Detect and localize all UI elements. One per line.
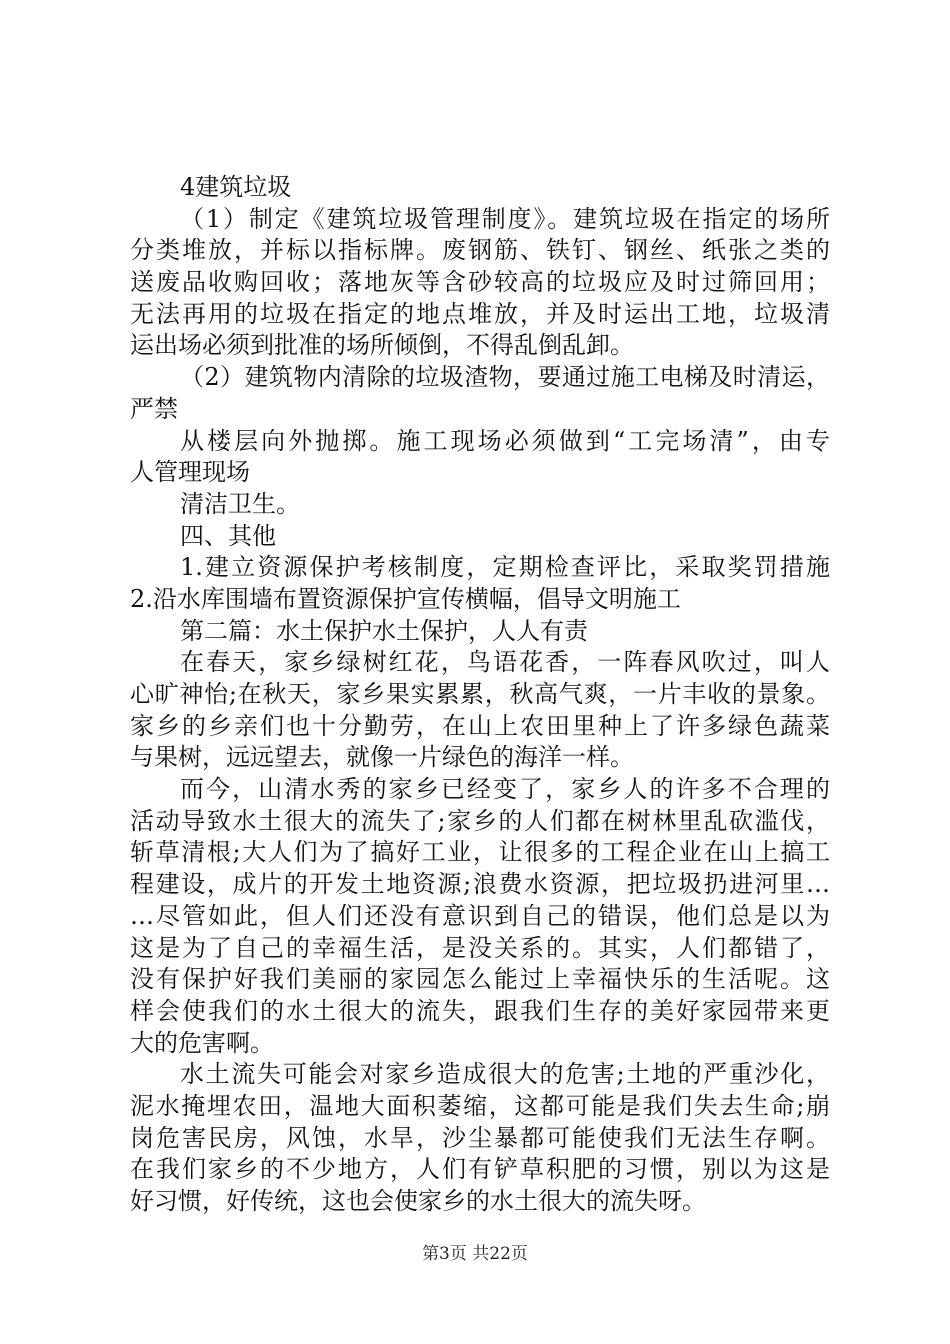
document-body xyxy=(130,172,830,1218)
text-line: 分类堆放，并标以指标牌。废钢筋、铁钉、钢丝、纸张之类的 xyxy=(130,236,830,265)
text-line: 四、其他 xyxy=(180,521,276,550)
text-line: …尽管如此，但人们还没有意识到自己的错误，他们总是以为 xyxy=(130,901,830,930)
text-line: 第二篇：水土保护水土保护，人人有责 xyxy=(180,616,588,645)
text-line: 人管理现场 xyxy=(130,458,250,487)
text-line: （1）制定《建筑垃圾管理制度》。建筑垃圾在指定的场所 xyxy=(180,204,830,233)
text-line: 泥水掩埋农田，温地大面积萎缩，这都可能是我们失去生命;崩 xyxy=(130,1091,830,1120)
text-line: 清洁卫生。 xyxy=(180,489,300,518)
text-line: 严禁 xyxy=(130,394,178,423)
text-line: 程建设，成片的开发土地资源;浪费水资源，把垃圾扔进河里… xyxy=(130,870,830,899)
text-line: 运出场必须到批准的场所倾倒，不得乱倒乱卸。 xyxy=(130,331,634,360)
text-line: （2）建筑物内清除的垃圾渣物，要通过施工电梯及时清运， xyxy=(180,363,830,392)
text-line: 在我们家乡的不少地方，人们有铲草积肥的习惯，别以为这是 xyxy=(130,1155,830,1184)
text-line: 这是为了自己的幸福生活，是没关系的。其实，人们都错了， xyxy=(130,933,830,962)
text-line: 没有保护好我们美丽的家园怎么能过上幸福快乐的生活呢。这 xyxy=(130,965,830,994)
text-line: 与果树，远远望去，就像一片绿色的海洋一样。 xyxy=(130,743,634,772)
text-line: 好习惯，好传统，这也会使家乡的水土很大的流失呀。 xyxy=(130,1187,706,1215)
text-line: 水土流失可能会对家乡造成很大的危害;土地的严重沙化， xyxy=(180,1060,830,1089)
text-line: 而今，山清水秀的家乡已经变了，家乡人的许多不合理的 xyxy=(180,775,830,804)
text-line: 从楼层向外抛掷。施工现场必须做到“工完场清”，由专 xyxy=(180,426,830,455)
text-line: 大的危害啊。 xyxy=(130,1028,274,1057)
text-line: 1.建立资源保护考核制度，定期检查评比，采取奖罚措施 xyxy=(180,553,830,582)
text-line: 心旷神怡;在秋天，家乡果实累累，秋高气爽，一片丰收的景象。 xyxy=(130,680,830,708)
page-footer: 第3页 共22页 xyxy=(422,1244,528,1264)
text-line: 在春天，家乡绿树红花，鸟语花香，一阵春风吹过，叫人 xyxy=(180,648,830,677)
text-line: 家乡的乡亲们也十分勤劳，在山上农田里种上了许多绿色蔬菜 xyxy=(130,711,830,740)
text-line: 4建筑垃圾 xyxy=(180,173,292,201)
text-line: 活动导致水土很大的流失了;家乡的人们都在树林里乱砍滥伐， xyxy=(130,806,830,835)
text-line: 岗危害民房，风蚀，水旱，沙尘暴都可能使我们无法生存啊。 xyxy=(130,1123,830,1152)
text-line: 样会使我们的水土很大的流失，跟我们生存的美好家园带来更 xyxy=(130,996,830,1025)
text-line: 斩草清根;大人们为了搞好工业，让很多的工程企业在山上搞工 xyxy=(130,838,830,867)
text-line: 2.沿水库围墙布置资源保护宣传横幅，倡导文明施工 xyxy=(130,584,681,613)
text-line: 送废品收购回收；落地灰等含砂较高的垃圾应及时过筛回用； xyxy=(130,268,830,297)
text-line: 无法再用的垃圾在指定的地点堆放，并及时运出工地，垃圾清 xyxy=(130,299,830,328)
